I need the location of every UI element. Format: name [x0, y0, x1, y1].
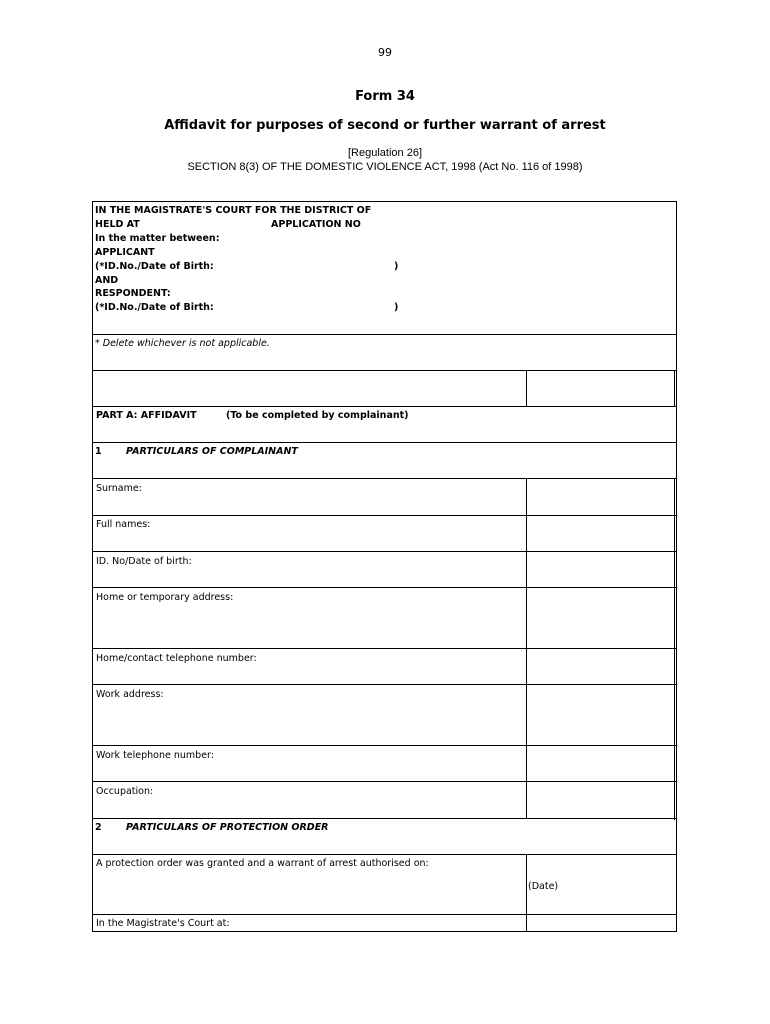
table-top-border: [92, 201, 677, 202]
and-label: AND: [95, 275, 119, 286]
section-1-heading: PARTICULARS OF COMPLAINANT: [126, 446, 298, 457]
page-number: 99: [378, 46, 392, 59]
home-address-input[interactable]: [528, 589, 673, 647]
court-at-input[interactable]: [528, 916, 673, 930]
work-phone-label: Work telephone number:: [96, 750, 214, 761]
blank-row-input[interactable]: [94, 372, 525, 405]
column-divider: [526, 855, 527, 931]
held-at-label: HELD AT: [95, 219, 140, 230]
date-label: (Date): [528, 881, 559, 892]
respondent-label: RESPONDENT:: [95, 288, 171, 299]
table-right-border-inner: [674, 479, 675, 820]
application-no-label: APPLICATION NO: [271, 219, 361, 230]
matter-between-label: In the matter between:: [95, 233, 220, 244]
work-address-label: Work address:: [96, 689, 164, 700]
respondent-id-close-paren: ): [394, 302, 399, 313]
court-line: IN THE MAGISTRATE'S COURT FOR THE DISTRICT OF: [95, 205, 372, 216]
row-divider: [92, 587, 677, 588]
surname-label: Surname:: [96, 483, 142, 494]
column-divider: [526, 371, 527, 406]
applicant-id-label: (*ID.No./Date of Birth:: [95, 261, 214, 272]
order-granted-label: A protection order was granted and a warrant of arrest authorised on:: [96, 858, 429, 869]
part-a-note: (To be completed by complainant): [226, 410, 409, 421]
work-phone-input[interactable]: [528, 747, 673, 780]
table-right-border-inner: [674, 371, 675, 406]
occupation-input[interactable]: [528, 783, 673, 817]
row-divider: [92, 334, 677, 335]
row-divider: [92, 684, 677, 685]
part-a-heading: PART A: AFFIDAVIT: [96, 410, 197, 421]
row-divider: [92, 406, 677, 407]
row-divider: [92, 745, 677, 746]
id-dob-label: ID. No/Date of birth:: [96, 556, 192, 567]
id-dob-input[interactable]: [528, 553, 673, 586]
home-address-label: Home or temporary address:: [96, 592, 234, 603]
surname-input[interactable]: [528, 480, 673, 514]
section-1-number: 1: [95, 446, 102, 457]
full-names-input[interactable]: [528, 517, 673, 550]
column-divider: [526, 479, 527, 818]
row-divider: [92, 781, 677, 782]
section-2-number: 2: [95, 822, 102, 833]
delete-note: * Delete whichever is not applicable.: [95, 338, 270, 349]
row-divider: [92, 370, 677, 371]
occupation-label: Occupation:: [96, 786, 154, 797]
form-title: Form 34: [355, 89, 415, 104]
applicant-id-close-paren: ): [394, 261, 399, 272]
home-phone-label: Home/contact telephone number:: [96, 653, 257, 664]
court-at-label: In the Magistrate's Court at:: [96, 918, 230, 929]
table-left-border: [92, 201, 93, 932]
work-address-input[interactable]: [528, 686, 673, 744]
regulation-reference: [Regulation 26]: [348, 147, 422, 159]
act-section-reference: SECTION 8(3) OF THE DOMESTIC VIOLENCE ACT, 1998 (Act No. 116 of 1998): [187, 161, 583, 173]
table-bottom-border: [92, 931, 677, 932]
row-divider: [92, 648, 677, 649]
table-right-border: [676, 201, 677, 932]
row-divider: [92, 515, 677, 516]
row-divider: [92, 818, 677, 819]
row-divider: [92, 478, 677, 479]
row-divider: [92, 854, 677, 855]
form-subtitle: Affidavit for purposes of second or further warrant of arrest: [164, 118, 606, 133]
blank-row-side-input[interactable]: [528, 372, 673, 405]
row-divider: [92, 914, 677, 915]
row-divider: [92, 442, 677, 443]
section-2-heading: PARTICULARS OF PROTECTION ORDER: [126, 822, 329, 833]
order-date-input[interactable]: [528, 856, 673, 878]
applicant-label: APPLICANT: [95, 247, 155, 258]
respondent-id-label: (*ID.No./Date of Birth:: [95, 302, 214, 313]
row-divider: [92, 551, 677, 552]
home-phone-input[interactable]: [528, 650, 673, 683]
full-names-label: Full names:: [96, 519, 151, 530]
